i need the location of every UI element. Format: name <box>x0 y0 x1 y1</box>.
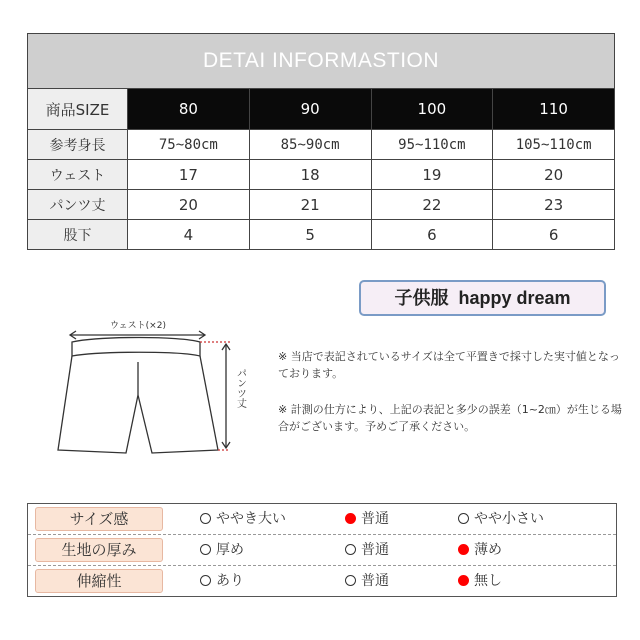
feature-row-thickness <box>28 534 616 565</box>
row-label-length: パンツ丈 <box>28 190 128 220</box>
size-cell: 90 <box>249 89 371 130</box>
size-row <box>28 89 615 130</box>
shorts-diagram <box>40 300 270 475</box>
feature-label: 生地の厚み <box>35 538 163 562</box>
table-cell: 75~80cm <box>128 130 250 160</box>
feature-label: 伸縮性 <box>35 569 163 593</box>
table-cell: 18 <box>249 160 371 190</box>
table-cell: 105~110cm <box>493 130 615 160</box>
feature-row-stretch <box>28 565 616 596</box>
feature-option: 普通 <box>345 539 389 561</box>
empty-circle-icon <box>200 513 211 524</box>
table-row <box>28 160 615 190</box>
feature-option: ややき大い <box>200 508 286 530</box>
table-cell: 20 <box>128 190 250 220</box>
filled-circle-icon <box>458 544 469 555</box>
filled-circle-icon <box>345 513 356 524</box>
shop-tag-brand: happy dream <box>458 288 571 308</box>
table-row <box>28 190 615 220</box>
empty-circle-icon <box>345 575 356 586</box>
row-label-waist: ウェスト <box>28 160 128 190</box>
note-flat-measure: ※ 当店で表記されているサイズは全て平置きで採寸した実寸値となっております。 <box>278 350 620 380</box>
table-cell: 6 <box>493 220 615 250</box>
table-cell: 22 <box>371 190 493 220</box>
empty-circle-icon <box>458 513 469 524</box>
empty-circle-icon <box>345 544 356 555</box>
feature-label: サイズ感 <box>35 507 163 531</box>
feature-option: 普通 <box>345 508 389 530</box>
feature-option: 薄め <box>458 539 502 561</box>
feature-option: あり <box>200 570 244 592</box>
note-measure-error: ※ 計測の仕方により、上記の表記と多少の誤差（1~2㎝）が生じる場合がございます。予めご了承ください。 <box>278 403 622 433</box>
feature-row-fit <box>28 504 616 534</box>
feature-option: 普通 <box>345 570 389 592</box>
waistband-shape <box>72 338 200 357</box>
table-row <box>28 130 615 160</box>
empty-circle-icon <box>200 544 211 555</box>
table-cell: 85~90cm <box>249 130 371 160</box>
shop-tag-name: 子供服 <box>394 288 449 308</box>
size-cell: 80 <box>128 89 250 130</box>
size-row-label: 商品SIZE <box>28 89 128 130</box>
table-row <box>28 220 615 250</box>
table-cell: 95~110cm <box>371 130 493 160</box>
size-table-title: DETAI INFORMASTION <box>28 34 615 89</box>
length-label: パンツ丈 <box>234 368 246 408</box>
table-cell: 5 <box>249 220 371 250</box>
table-cell: 6 <box>371 220 493 250</box>
shop-tag <box>359 280 606 316</box>
row-label-height: 参考身長 <box>28 130 128 160</box>
waist-label: ウェスト(×2) <box>110 321 166 331</box>
feature-table <box>27 503 617 597</box>
feature-option: 無し <box>458 570 502 592</box>
feature-option: 厚め <box>200 539 244 561</box>
feature-option: やや小さい <box>458 508 544 530</box>
table-cell: 4 <box>128 220 250 250</box>
table-cell: 20 <box>493 160 615 190</box>
table-cell: 17 <box>128 160 250 190</box>
size-table <box>27 33 615 250</box>
row-label-inseam: 股下 <box>28 220 128 250</box>
size-cell: 110 <box>493 89 615 130</box>
table-cell: 21 <box>249 190 371 220</box>
empty-circle-icon <box>200 575 211 586</box>
size-cell: 100 <box>371 89 493 130</box>
table-cell: 19 <box>371 160 493 190</box>
filled-circle-icon <box>458 575 469 586</box>
table-cell: 23 <box>493 190 615 220</box>
